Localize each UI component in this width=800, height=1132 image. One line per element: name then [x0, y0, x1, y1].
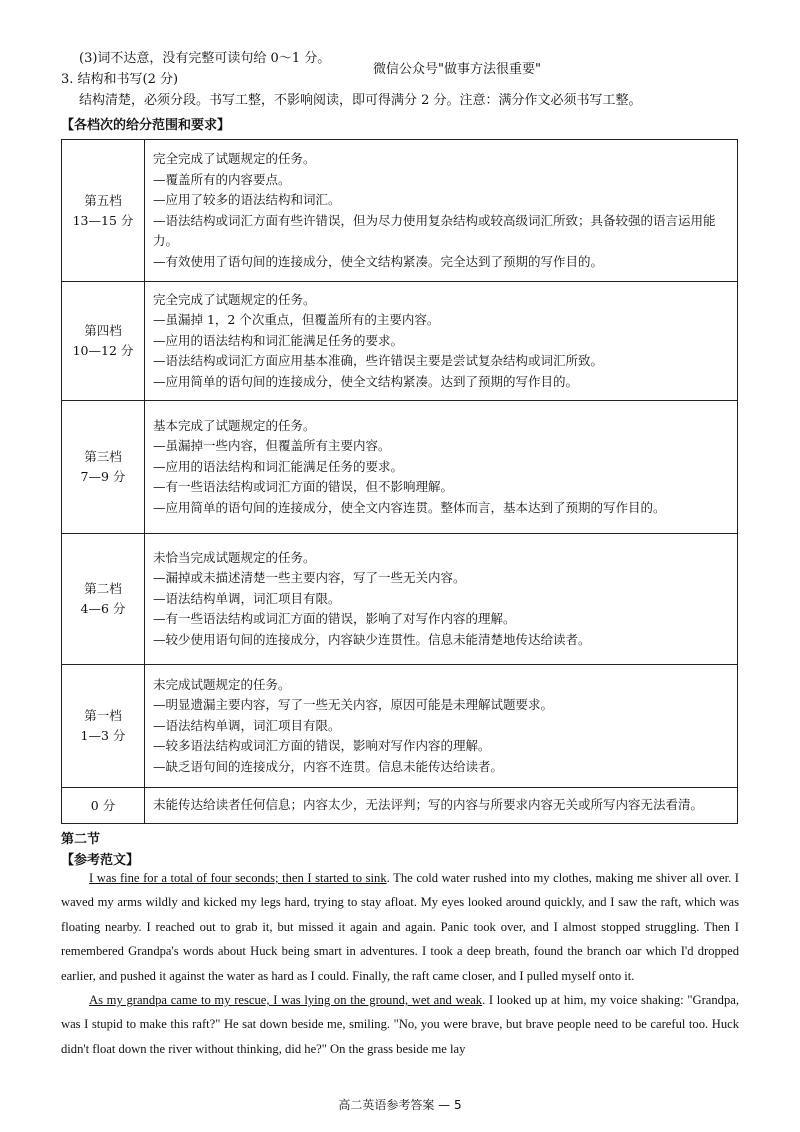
table-row [62, 140, 738, 282]
requirement-line: —应用简单的语句间的连接成分，使全文内容连贯。整体而言，基本达到了预期的写作目的。 [153, 499, 666, 515]
level-cell [62, 665, 145, 788]
requirement-line: —较少使用语句间的连接成分，内容缺少连贯性。信息未能清楚地传达给读者。 [153, 631, 591, 647]
requirement-line: —漏掉或未描述清楚一些主要内容，写了一些无关内容。 [153, 570, 466, 586]
table-row [62, 788, 738, 824]
level-range: 10—12 分 [72, 343, 134, 358]
level-cell [62, 140, 145, 282]
level-name: 第四档 [84, 323, 122, 338]
requirement-line: —较多语法结构或词汇方面的错误，影响对写作内容的理解。 [153, 738, 491, 754]
grades-heading: 【各档次的给分范围和要求】 [61, 118, 231, 133]
page-footer: 高二英语参考答案 — 5 [338, 1098, 462, 1112]
requirement-line: —语法结构或词汇方面应用基本准确，些许错误主要是尝试复杂结构或词汇所致。 [153, 353, 604, 369]
level-range: 1—3 分 [80, 728, 126, 743]
grade-table [61, 139, 738, 824]
requirement-line: —虽漏掉一些内容，但覆盖所有主要内容。 [153, 438, 391, 454]
requirement-line: 完全完成了试题规定的任务。 [153, 291, 316, 307]
requirement-line: —明显遗漏主要内容，写了一些无关内容，原因可能是未理解试题要求。 [153, 697, 554, 713]
level-range: 13—15 分 [72, 212, 134, 228]
reference-essay [61, 866, 739, 1061]
requirement-line: 基本完成了试题规定的任务。 [153, 417, 316, 433]
essay-text: . I looked up at him, my voice shaking: "Grandpa, was I stupid to make this raft?" He sat down beside me, smiling. "No, you were brave, but brave people need to be careful too. Huck didn't float down the river without thinking, did he?" On the grass beside me lay [61, 993, 739, 1056]
table-row [62, 282, 738, 401]
level-name: 第一档 [84, 708, 122, 723]
requirement-line: —语法结构或词汇方面有些许错误，但为尽力使用复杂结构或较高级词汇所致；具备较强的语言运用能力。 [153, 212, 716, 248]
requirement-line: 未恰当完成试题规定的任务。 [153, 549, 316, 565]
requirement-line: —应用的语法结构和词汇能满足任务的要求。 [153, 332, 404, 348]
level-name: 第五档 [84, 192, 122, 208]
requirement-line: —有一些语法结构或词汇方面的错误，但不影响理解。 [153, 479, 454, 495]
underlined-prompt: I was fine for a total of four seconds; then I started to sink [89, 871, 387, 885]
requirement-line: —覆盖所有的内容要点。 [153, 171, 291, 187]
section-2-heading: 第二节 [61, 832, 101, 847]
requirement-line: —应用简单的语句间的连接成分，使全文结构紧凑。达到了预期的写作目的。 [153, 373, 579, 389]
requirement-line: 未完成试题规定的任务。 [153, 676, 291, 692]
requirement-cell [145, 401, 738, 534]
requirement-line: —语法结构单调，词汇项目有限。 [153, 717, 341, 733]
watermark-text: 微信公众号"做事方法很重要" [373, 62, 541, 77]
structure-heading: 3. 结构和书写(2 分) [61, 72, 179, 87]
requirement-cell [145, 665, 738, 788]
level-cell [62, 788, 145, 824]
level-range: 0 分 [90, 797, 116, 813]
level-cell [62, 401, 145, 534]
table-row [62, 401, 738, 534]
essay-text: . The cold water rushed into my clothes, making me shiver all over. I waved my arms wildly and kicked my legs hard, trying to stay afloat. My eyes looked around quickly, and I saw the raft, which was floating nearby. I reached out to grab it, but missed it again and again. Panic took over, and I almost stopped struggling. Then I remembered Grandpa's words about Huck being smart in adventures. I took a deep breath, found the branch oar which I'd dropped earlier, and pushed it against the water as hard as I could. Finally, the raft came closer, and I pulled myself onto it. [61, 871, 739, 983]
level-name: 第二档 [84, 581, 122, 596]
requirement-line: 完全完成了试题规定的任务。 [153, 151, 316, 166]
level-range: 7—9 分 [80, 469, 126, 484]
level-range: 4—6 分 [80, 601, 126, 616]
requirement-cell [145, 282, 738, 401]
requirement-line: —有一些语法结构或词汇方面的错误，影响了对写作内容的理解。 [153, 611, 516, 627]
underlined-prompt: As my grandpa came to my rescue, I was lying on the ground, wet and weak [89, 993, 483, 1008]
essay-paragraph [61, 988, 739, 1061]
table-row [62, 665, 738, 788]
reference-essay-heading: 【参考范文】 [61, 853, 140, 868]
requirement-line: —语法结构单调，词汇项目有限。 [153, 590, 341, 606]
requirement-cell [145, 788, 738, 824]
requirement-line: —有效使用了语句间的连接成分，使全文结构紧凑。完全达到了预期的写作目的。 [153, 253, 604, 269]
requirement-line: 未能传达给读者任何信息；内容太少，无法评判；写的内容与所要求内容无关或所写内容无法看清。 [153, 797, 704, 813]
requirement-cell [145, 534, 738, 665]
requirement-cell [145, 140, 738, 282]
requirement-line: —应用的语法结构和词汇能满足任务的要求。 [153, 458, 404, 474]
requirement-line: —应用了较多的语法结构和词汇。 [153, 192, 341, 207]
structure-description: 结构清楚，必须分段。书写工整，不影响阅读，即可得满分 2 分。注意：满分作文必须书写工整。 [79, 93, 642, 108]
essay-paragraph [61, 866, 739, 988]
level-name: 第三档 [84, 449, 122, 464]
level-cell [62, 534, 145, 665]
requirement-line: —虽漏掉 1，2 个次重点，但覆盖所有的主要内容。 [153, 312, 440, 328]
level-cell [62, 282, 145, 401]
criteria-note-3: (3)词不达意，没有完整可读句给 0～1 分。 [79, 51, 331, 66]
table-row [62, 534, 738, 665]
requirement-line: —缺乏语句间的连接成分，内容不连贯。信息未能传达给读者。 [153, 758, 504, 774]
